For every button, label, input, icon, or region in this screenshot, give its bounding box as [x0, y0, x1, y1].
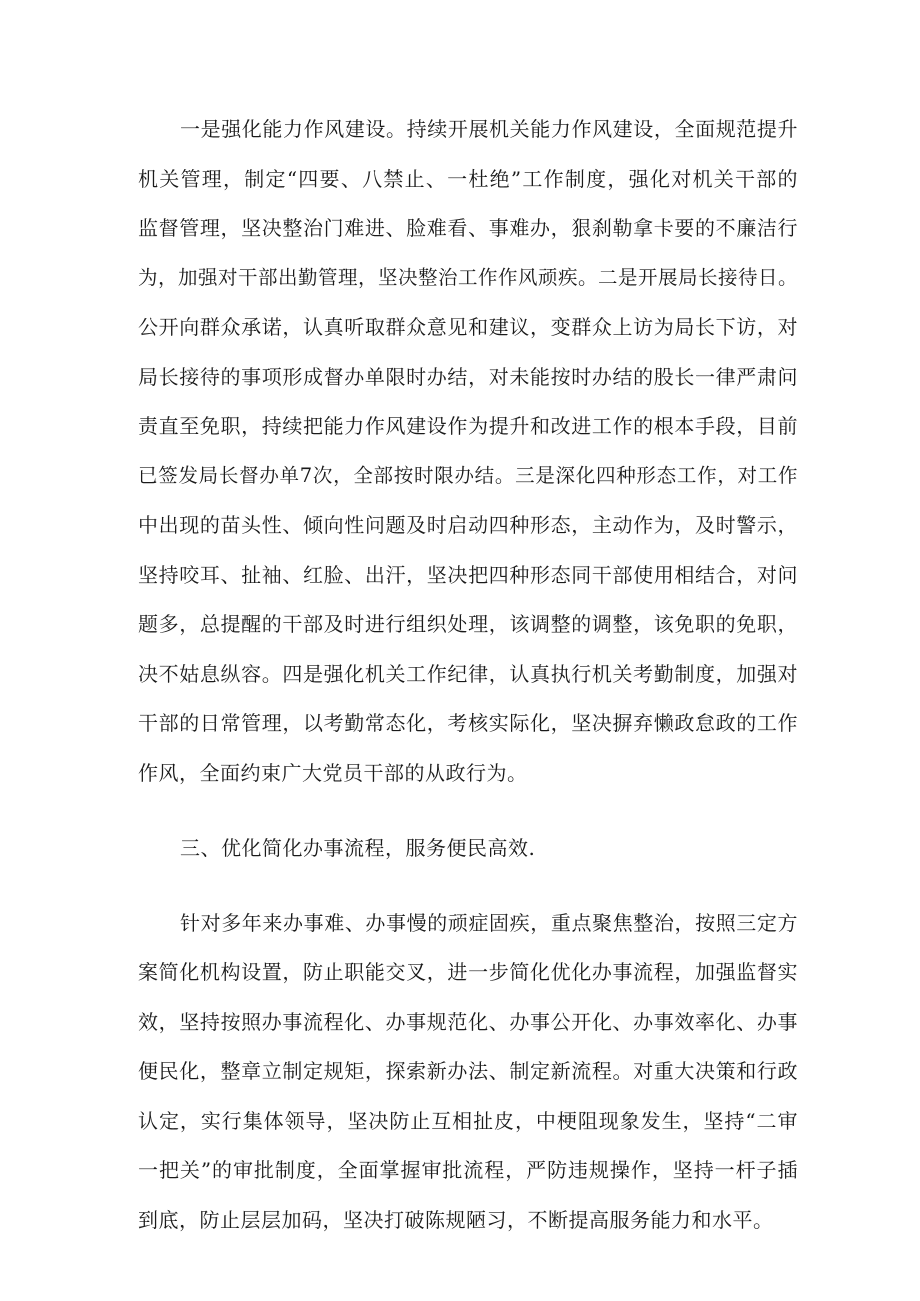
- text-line: 决不姑息纵容。四是强化机关工作纪律，认真执行机关考勤制度，加强对: [138, 662, 798, 686]
- text-line: 针对多年来办事难、办事慢的顽症固疾，重点聚焦整治，按照三定方: [180, 911, 798, 935]
- text-line: 局长接待的事项形成督办单限时办结，对未能按时办结的股长一律严肃问: [138, 365, 798, 389]
- text-line: 责直至免职，持续把能力作风建设作为提升和改进工作的根本手段，目前: [138, 414, 798, 438]
- text-line: 坚持咬耳、扯袖、红脸、出汗，坚决把四种形态同干部使用相结合，对问: [138, 563, 798, 587]
- text-line: 干部的日常管理，以考勤常态化，考核实际化，坚决摒弃懒政怠政的工作: [138, 711, 798, 735]
- text-line: 公开向群众承诺，认真听取群众意见和建议，变群众上访为局长下访，对: [138, 315, 798, 339]
- text-line: 一是强化能力作风建设。持续开展机关能力作风建设，全面规范提升: [180, 117, 798, 141]
- text-line: 一把关”的审批制度，全面掌握审批流程，严防违规操作，坚持一杆子插: [138, 1158, 798, 1182]
- text-line: 已签发局长督办单7次，全部按时限办结。三是深化四种形态工作，对工作: [138, 464, 798, 487]
- text-line: 到底，防止层层加码，坚决打破陈规陋习，不断提高服务能力和水平。: [138, 1208, 774, 1232]
- text-line: 监督管理，坚决整治门难进、脸难看、事难办，狠刹勒拿卡要的不廉洁行: [138, 216, 798, 240]
- text-line: 机关管理，制定“四要、八禁止、一杜绝”工作制度，强化对机关干部的: [138, 167, 798, 191]
- text-line: 认定，实行集体领导，坚决防止互相扯皮，中梗阻现象发生，坚持“二审: [138, 1109, 798, 1133]
- section-heading: 三、优化简化办事流程，服务便民高效.: [180, 836, 536, 860]
- text-line: 为，加强对干部出勤管理，坚决整治工作作风顽疾。二是开展局长接待日。: [138, 266, 799, 289]
- text-line: 中出现的苗头性、倾向性问题及时启动四种形态，主动作为，及时警示，: [138, 513, 798, 537]
- text-line: 便民化，整章立制定规矩，探索新办法、制定新流程。对重大决策和行政: [138, 1059, 798, 1083]
- text-line: 作风，全面约束广大党员干部的从政行为。: [138, 761, 528, 785]
- text-line: 题多，总提醒的干部及时进行组织处理，该调整的调整，该免职的免职，: [138, 612, 798, 636]
- text-line: 效，坚持按照办事流程化、办事规范化、办事公开化、办事效率化、办事: [138, 1010, 798, 1034]
- text-line: 案简化机构设置，防止职能交叉，进一步简化优化办事流程，加强监督实: [138, 960, 798, 984]
